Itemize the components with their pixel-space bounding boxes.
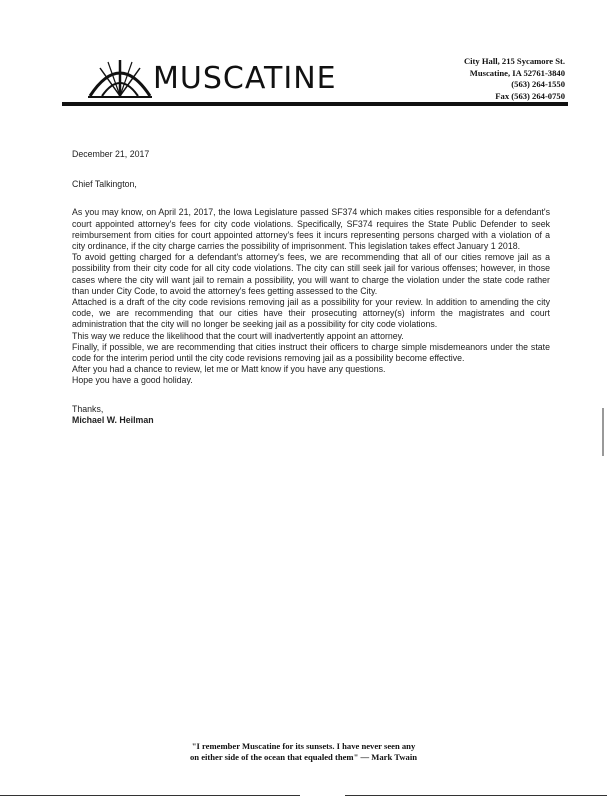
letter-salutation: Chief Talkington, [72,179,137,190]
letter-body [72,149,550,426]
paragraph-finally: Finally, if possible, we are recommending that cities instruct their officers to charge simple misdemeanors under the state code for the interim period until the city code revisions removing jail as a possibility become effective. [72,341,550,364]
paragraph-avoid-fees: To avoid getting charged for a defendant's attorney's fees, we are recommending that all of our cities remove jail as a possibility from their city code for all city code violations. The city can still seek jail for various offenses; however, in those cases where the city will want jail to remain a possibility, you will want to charge the violation under the state code rather than under City Code, to avoid the attorney's fees getting assessed to the City. [72,252,550,296]
signature-name: Michael W. Heilman [72,414,154,425]
letter-date: December 21, 2017 [72,149,150,159]
address-fax: Fax (563) 264-0750 [495,90,565,101]
paragraph-attached-draft: Attached is a draft of the city code revisions removing jail as a possibility for your review. In addition to amending the city code, we are recommending that our cities have their prosecuting attorney(s) inform the magistrates and court administration that the city will no longer be seeking jail as a possibility for city code violations. [72,297,550,330]
letterhead [0,0,607,110]
paragraph-sf374: As you may know, on April 21, 2017, the Iowa Legislature passed SF374 which makes cities responsible for a defendant's court appointed attorney's fees for city code violations. Specifically, SF374 requires the State Public Defender to seek reimbursement from cities for court appointed attorney's fees it incurs representing persons charged with a violation of a city ordinance, if the city charge carries the possibility of imprisonment. This legislation takes effect January 1 2018. [72,207,550,252]
logo-text: MUSCATINE [153,61,337,96]
footer-quote [0,741,607,763]
address-block [464,56,565,102]
scan-edge-mark [602,408,604,456]
address-city: Muscatine, IA 52761-3840 [469,67,565,78]
address-street: City Hall, 215 Sycamore St. [463,56,565,66]
sun-rays-icon [88,56,152,100]
letterhead-divider [62,102,568,106]
bottom-scan-line-left [0,795,300,796]
address-phone: (563) 264-1550 [511,79,565,90]
paragraph-review: After you had a chance to review, let me or Matt know if you have any questions. [72,364,386,375]
letter-closing: Thanks, [72,403,104,414]
footer-quote-line-1: "I remember Muscatine for its sunsets. I have never seen any [191,741,416,751]
footer-quote-line-2: on either side of the ocean that equaled them" — Mark Twain [189,752,417,763]
bottom-scan-line-right [345,795,607,796]
paragraph-holiday: Hope you have a good holiday. [72,375,193,386]
paragraph-reduce-likelihood: This way we reduce the likelihood that the court will inadvertently appoint an attorney. [72,330,404,341]
